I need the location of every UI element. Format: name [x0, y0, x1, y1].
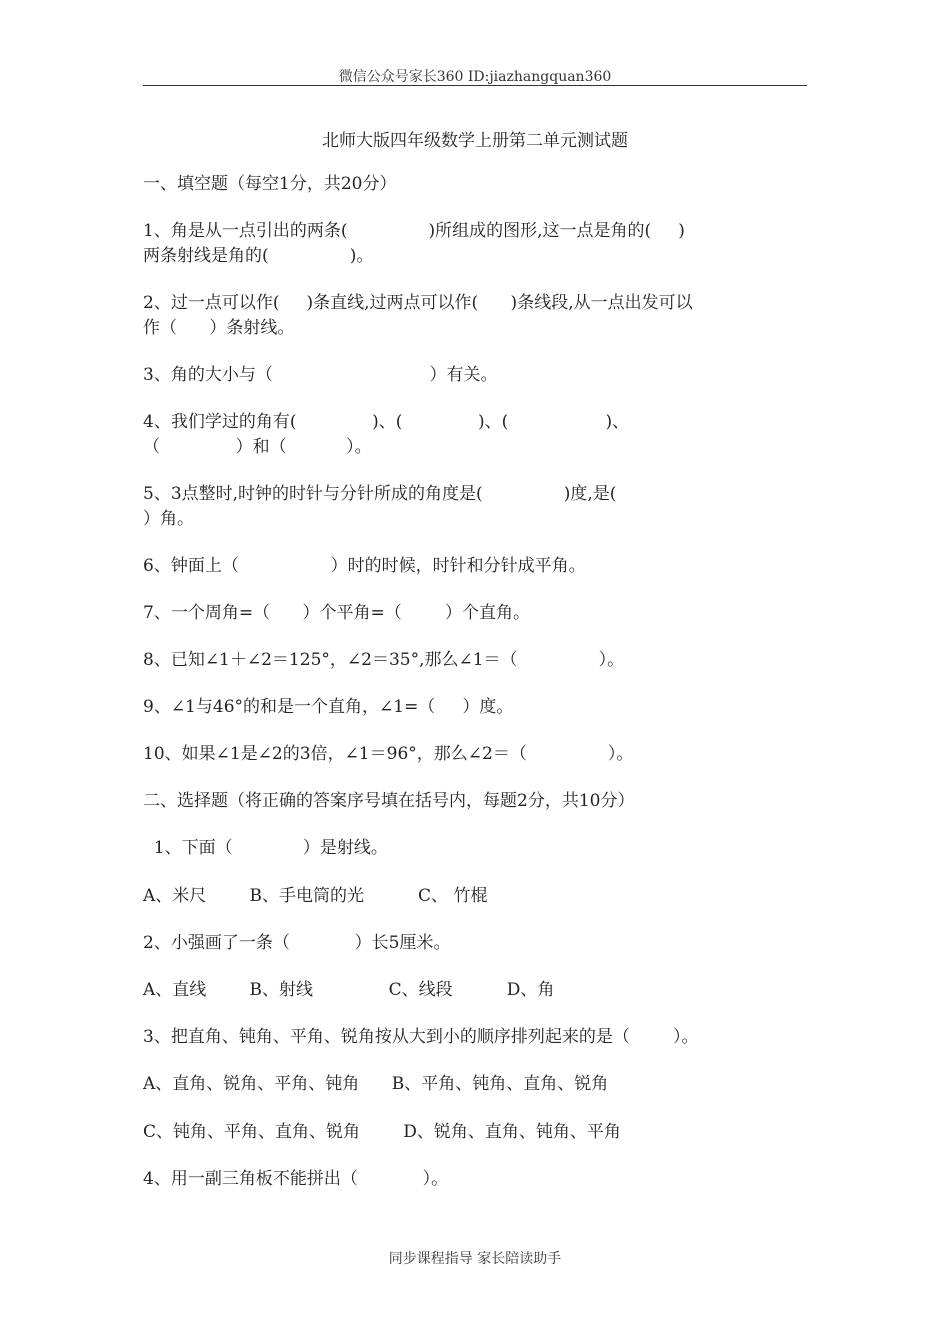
- choice-line: A、直线 B、射线 C、线段 D、角: [143, 980, 555, 1000]
- question-line: 两条射线是角的( )。: [143, 246, 374, 266]
- question-line: 作（ ）条射线。: [143, 318, 295, 338]
- question-line: 2、小强画了一条（ ）长5厘米。: [143, 933, 451, 953]
- question-line: 1、下面（ ）是射线。: [143, 838, 388, 858]
- question-line: 7、一个周角=（ ）个平角=（ ）个直角。: [143, 603, 530, 623]
- question-line: 2、过一点可以作( )条直线,过两点可以作( )条线段,从一点出发可以: [143, 293, 693, 313]
- page-footer: 同步课程指导 家长陪读助手: [388, 1251, 562, 1267]
- question-line: 6、钟面上（ ）时的时候，时针和分针成平角。: [143, 556, 586, 576]
- question-line: 5、3点整时,时钟的时针与分针所成的角度是( )度,是(: [143, 484, 617, 504]
- header-divider: [143, 85, 807, 86]
- section-heading: 一、填空题（每空1分，共20分）: [143, 174, 397, 194]
- question-line: 9、∠1与46°的和是一个直角，∠1=（ ）度。: [143, 697, 514, 717]
- question-line: 1、角是从一点引出的两条( )所组成的图形,这一点是角的( ): [143, 221, 685, 241]
- question-line: ）角。: [143, 509, 194, 529]
- question-line: （ ）和（ ）。: [143, 437, 372, 457]
- question-line: 8、已知∠1＋∠2＝125°，∠2＝35°,那么∠1＝（ ）。: [143, 650, 625, 670]
- question-line: 4、用一副三角板不能拼出（ ）。: [143, 1169, 449, 1189]
- choice-line: A、米尺 B、手电筒的光 C、 竹棍: [143, 886, 488, 906]
- question-line: 4、我们学过的角有( )、( )、( )、: [143, 412, 630, 432]
- page-header: 微信公众号家长360 ID:jiazhangquan360: [338, 69, 612, 85]
- choice-line: A、直角、锐角、平角、钝角 B、平角、钝角、直角、锐角: [143, 1074, 609, 1094]
- question-line: 10、如果∠1是∠2的3倍，∠1＝96°，那么∠2＝（ ）。: [143, 744, 634, 764]
- page-title: 北师大版四年级数学上册第二单元测试题: [322, 131, 628, 151]
- question-line: 3、角的大小与（ ）有关。: [143, 365, 498, 385]
- section-heading: 二、选择题（将正确的答案序号填在括号内，每题2分，共10分）: [143, 791, 635, 811]
- question-line: 3、把直角、钝角、平角、锐角按从大到小的顺序排列起来的是（ ）。: [143, 1027, 699, 1047]
- choice-line: C、钝角、平角、直角、锐角 D、锐角、直角、钝角、平角: [143, 1122, 621, 1142]
